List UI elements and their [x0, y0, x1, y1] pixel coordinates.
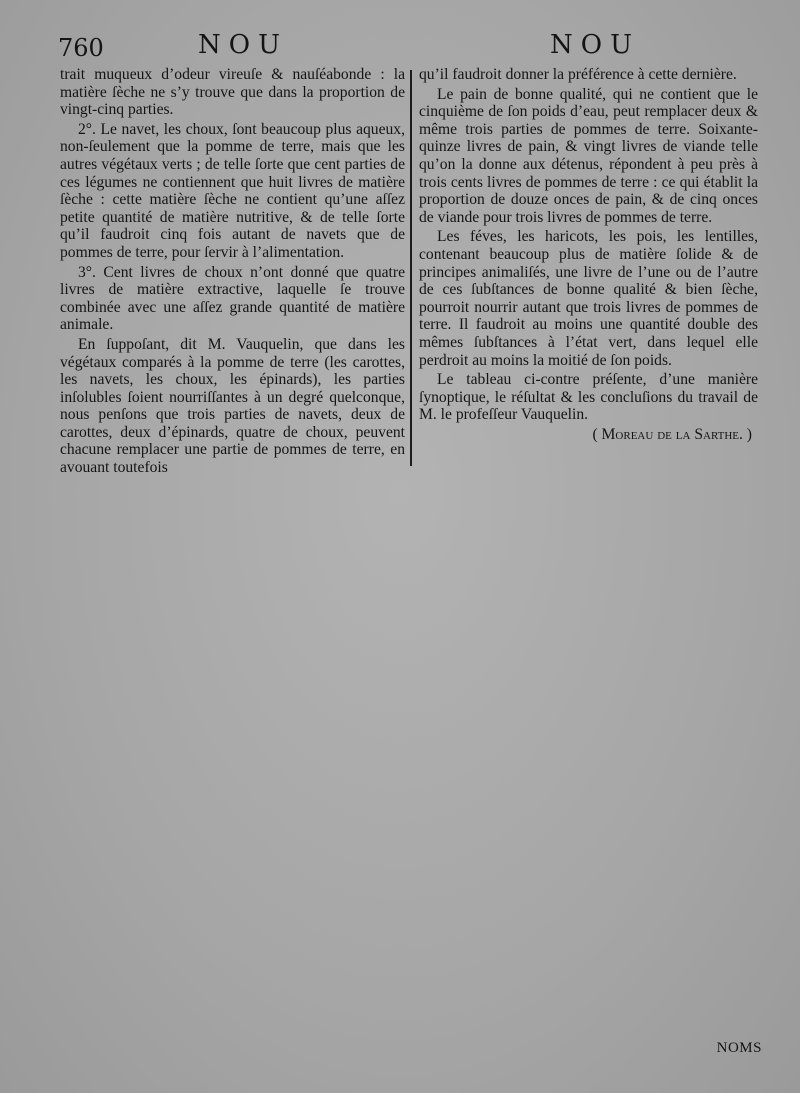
paragraph: 3°. Cent livres de choux n’ont donné que quatre livres de matière extractive, laquelle ſe trouve combinée avec une aſſez grande quantité de matière animale. [60, 263, 405, 334]
catchword: NOMS [716, 1040, 762, 1056]
column-divider [410, 70, 412, 466]
left-column [60, 66, 405, 479]
author-signature: ( Moreau de la Sarthe. ) [592, 425, 752, 443]
right-column [419, 66, 758, 445]
paragraph: Les féves, les haricots, les pois, les lentilles, contenant beaucoup plus de matière ſolide & de principes animaliſés, une livre de l’une ou de l’autre de ces ſubſtances de bonne qualité & bien ſèche, pourroit nourrir autant que trois livres de pommes de terre. Il faudroit au moins une quantité double des mêmes ſubſtances à l’état vert, dans lequel elle perdroit au moins la moitié de ſon poids. [419, 228, 758, 369]
paragraph: Le tableau ci-contre préſente, d’une manière ſynoptique, le réſultat & les concluſions du travail de M. le profeſſeur Vauquelin. [419, 371, 758, 424]
page-number: 760 [58, 34, 104, 62]
paragraph: 2°. Le navet, les choux, ſont beaucoup plus aqueux, non-ſeulement que la pomme de terre, mais que les autres végétaux verts ; de telle ſorte que cent parties de ces légumes ne contiennent que huit livres de matière ſèche : cette matière ſèche ne contient qu’une aſſez petite quantité de matière nutritive, & de telle ſorte qu’il faudroit cinq fois autant de navets que de pommes de terre, pour ſervir à l’alimentation. [60, 120, 405, 261]
running-head-left: NOU [198, 30, 288, 60]
paragraph: qu’il faudroit donner la préférence à cette dernière. [419, 66, 737, 83]
paragraph: Le pain de bonne qualité, qui ne contient que le cinquième de ſon poids d’eau, peut remplacer deux & même trois parties de pommes de terre. Soixante-quinze livres de pain, & vingt livres de viande telle qu’on la donne aux détenus, répondent à peu près à trois cents livres de pommes de terre : ce qui établit la proportion de douze onces de pain, & de cinq onces de viande pour trois livres de pommes de terre. [419, 85, 758, 226]
paragraph: trait muqueux d’odeur vireuſe & nauſéabonde : la matière ſèche ne s’y trouve que dans la proportion de vingt-cinq parties. [60, 66, 405, 119]
paragraph: En ſuppoſant, dit M. Vauquelin, que dans les végétaux comparés à la pomme de terre (les carottes, les navets, les choux, les épinards), les parties inſolubles ſoient nourriſſantes à un degré quelconque, nous penſons que trois parties de navets, deux de carottes, deux d’épinards, quatre de choux, peuvent chacune remplacer une partie de pommes de terre, en avouant toutefois [60, 335, 405, 477]
running-head-right: NOU [550, 30, 640, 60]
page-header [58, 30, 760, 64]
